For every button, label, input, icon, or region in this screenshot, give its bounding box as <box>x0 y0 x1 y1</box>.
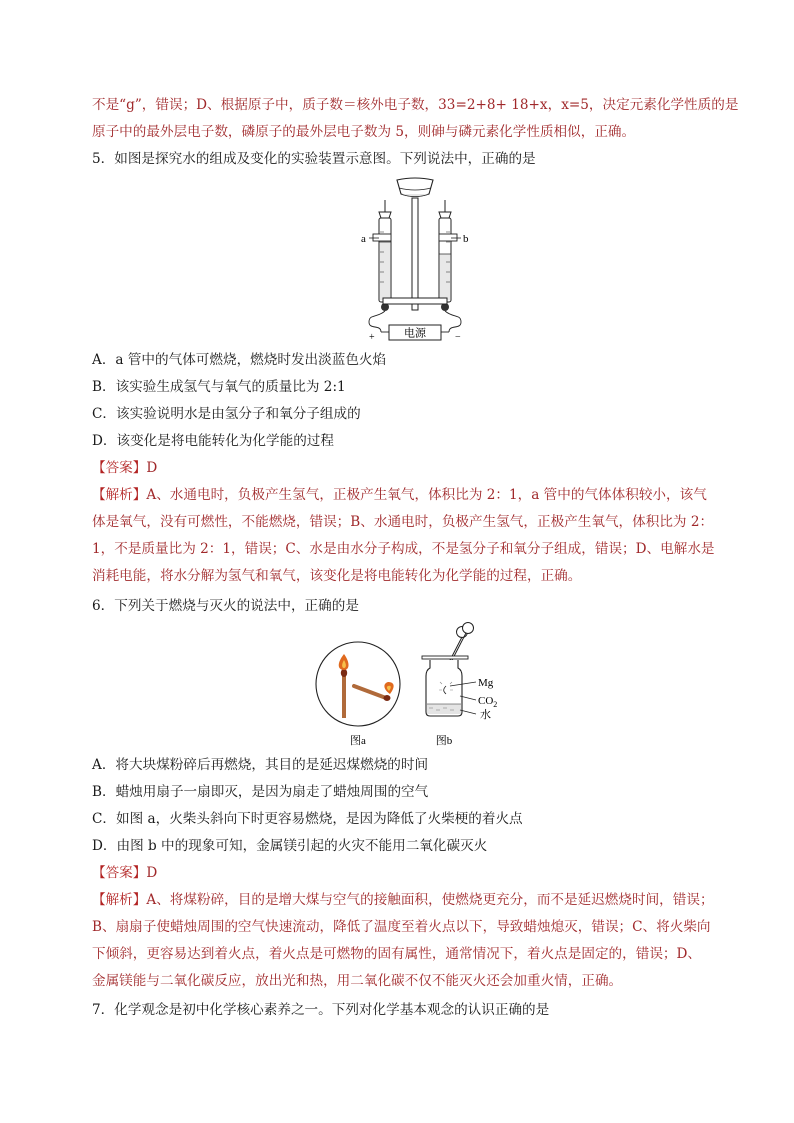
q6-analysis-line-4: 金属镁能与二氧化碳反应，放出光和热，用二氧化碳不仅不能灭火还会加重火情，正确。 <box>92 973 623 989</box>
q6-option-c: C．如图 a，火柴头斜向下时更容易燃烧，是因为降低了火柴梗的着火点 <box>92 811 523 827</box>
q5-analysis-line-4: 消耗电能，将水分解为氢气和氧气，该变化是将电能转化为化学能的过程，正确。 <box>92 568 582 584</box>
answer-value: D <box>146 460 158 476</box>
q5-answer <box>92 458 157 478</box>
q6-option-b: B．蜡烛用扇子一扇即灭，是因为扇走了蜡烛周围的空气 <box>92 784 429 800</box>
minus-terminal: − <box>455 332 461 342</box>
q5-option-c: C．该实验说明水是由氢分子和氧分子组成的 <box>92 406 361 422</box>
label-water: 水 <box>480 709 491 721</box>
label-a: a <box>361 233 366 245</box>
tube-b <box>439 200 457 311</box>
q6-answer <box>92 863 157 883</box>
analysis-tag: 【解析】 <box>92 487 147 503</box>
q5-analysis-line-1: 【解析】A、水通电时，负极产生氢气，正极产生氧气，体积比为 2：1，a 管中的气体体积较小，该气 <box>92 487 707 503</box>
q5-option-a: A．a 管中的气体可燃烧，燃烧时发出淡蓝色火焰 <box>92 352 387 368</box>
figure-a-matches <box>312 640 408 750</box>
q6-analysis-line-3: 下倾斜，更容易达到着火点，着火点是可燃物的固有属性，通常情况下，着火点是固定的，错误；D、 <box>92 946 702 962</box>
q7-stem: 7．化学观念是初中化学核心素养之一。下列对化学基本观念的认识正确的是 <box>92 1002 550 1018</box>
answer-tag: 【答案】 <box>92 865 147 881</box>
q5-analysis-line-3: 1，不是质量比为 2：1，错误；C、水是由水分子构成，不是氢分子和氧分子组成，错误；D、电解水是 <box>92 541 715 557</box>
q6-option-a: A．将大块煤粉碎后再燃烧，其目的是延迟煤燃烧的时间 <box>92 757 429 773</box>
analysis-tag: 【解析】 <box>92 892 147 908</box>
q6-analysis-line-1: 【解析】A、将煤粉碎，目的是增大煤与空气的接触面积，使燃烧更充分，而不是延迟燃烧时间，错误； <box>92 892 714 908</box>
q6-analysis-line-2: B、扇扇子使蜡烛周围的空气快速流动，降低了温度至着火点以下，导致蜡烛熄灭，错误；C、将火柴向 <box>92 919 711 935</box>
q5-option-d: D．该变化是将电能转化为化学能的过程 <box>92 433 334 449</box>
label-co2: $CO_2$ <box>478 695 498 709</box>
caption-b: 图b <box>435 735 453 747</box>
label-mg: Mg <box>478 677 494 689</box>
q5-stem: 5．如图是探究水的组成及变化的实验装置示意图。下列说法中，正确的是 <box>92 151 536 167</box>
q6-stem: 6．下列关于燃烧与灭火的说法中，正确的是 <box>92 598 359 614</box>
electrolysis-apparatus-figure <box>355 172 475 342</box>
q5-option-b: B．该实验生成氢气与氧气的质量比为 2:1 <box>92 379 346 395</box>
label-b: b <box>463 233 469 245</box>
answer-value: D <box>146 865 158 881</box>
figure-b-mg-co2 <box>418 620 518 750</box>
caption-a: 图a <box>350 735 366 747</box>
power-label: 电源 <box>404 327 426 340</box>
funnel-icon <box>397 178 433 310</box>
intro-line-1: 不是“g”，错误；D、根据原子中，质子数＝核外电子数，33=2+8+ 18+x，x=5，决定元素化学性质的是 <box>92 97 739 113</box>
q5-analysis-line-2: 体是氧气，没有可燃性，不能燃烧，错误；B、水通电时，负极产生氢气，正极产生氧气，体积比为 2： <box>92 514 714 530</box>
plus-terminal: + <box>369 332 375 342</box>
intro-line-2: 原子中的最外层电子数，磷原子的最外层电子数为 5，则砷与磷元素化学性质相似，正确。 <box>92 124 636 140</box>
tube-a <box>373 200 391 311</box>
answer-tag: 【答案】 <box>92 460 147 476</box>
q6-option-d: D．由图 b 中的现象可知，金属镁引起的火灾不能用二氧化碳灭火 <box>92 838 488 854</box>
